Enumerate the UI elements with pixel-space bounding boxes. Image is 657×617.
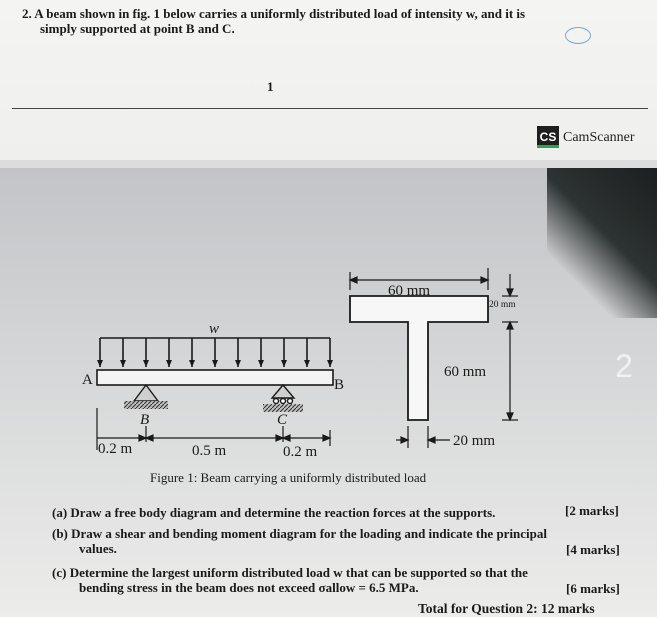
part-c-text: Determine the largest uniform distributed load w that can be supported so that the	[69, 565, 528, 580]
part-a-line-1	[52, 506, 495, 520]
web-height-dimension	[502, 322, 518, 420]
part-c-line-2: bending stress in the beam does not exceed σallow = 6.5 MPa.	[79, 580, 419, 595]
dim-mid-label: 0.5 m	[192, 443, 227, 459]
dim-left-label: 0.2 m	[98, 441, 133, 457]
support-c-roller	[263, 385, 303, 412]
question-line-1: A beam shown in fig. 1 below carries a uniformly distributed load of intensity w, and it is	[34, 6, 526, 21]
web-thickness-label: 20 mm	[453, 433, 496, 449]
distributed-load-arrows	[100, 338, 330, 367]
question-total: Total for Question 2: 12 marks	[418, 601, 595, 616]
part-b-line-2: values.	[79, 541, 117, 556]
part-c-line-1	[52, 566, 528, 580]
beam	[97, 370, 333, 385]
web-height-label: 60 mm	[444, 364, 487, 380]
dim-right-label: 0.2 m	[283, 444, 318, 460]
load-label-w: w	[209, 321, 220, 337]
page-number: 1	[267, 79, 274, 94]
figure-caption: Figure 1: Beam carrying a uniformly distributed load	[150, 470, 427, 485]
point-b-label: B	[334, 377, 345, 393]
flange-thickness-label: 20 mm	[489, 300, 516, 310]
camscanner-logo-icon: CS	[537, 126, 559, 148]
part-b-label: (b)	[52, 526, 68, 541]
flange-width-label: 60 mm	[388, 283, 431, 299]
part-a-label: (a)	[52, 505, 68, 520]
part-a-marks: [2 marks]	[565, 503, 619, 518]
t-section-shape	[350, 296, 488, 420]
support-b-label: B	[140, 412, 150, 428]
part-b-marks: [4 marks]	[566, 542, 620, 557]
support-b-pin	[124, 385, 168, 409]
part-c-marks: [6 marks]	[566, 581, 620, 596]
part-b-line-1	[52, 527, 547, 541]
support-c-label: C	[277, 412, 288, 428]
question-number: 2.	[22, 6, 32, 21]
part-a-text: Draw a free body diagram and determine the reaction forces at the supports.	[70, 505, 496, 520]
viewer-page-indicator: 2	[615, 348, 633, 384]
web-thickness-dimension	[396, 426, 450, 448]
part-c-label: (c)	[52, 565, 67, 580]
point-a-label: A	[82, 372, 93, 388]
camscanner-watermark: CamScanner	[563, 130, 635, 145]
part-b-text: Draw a shear and bending moment diagram for the loading and indicate the principal	[71, 526, 548, 541]
question-line-2: simply supported at point B and C.	[40, 21, 235, 36]
